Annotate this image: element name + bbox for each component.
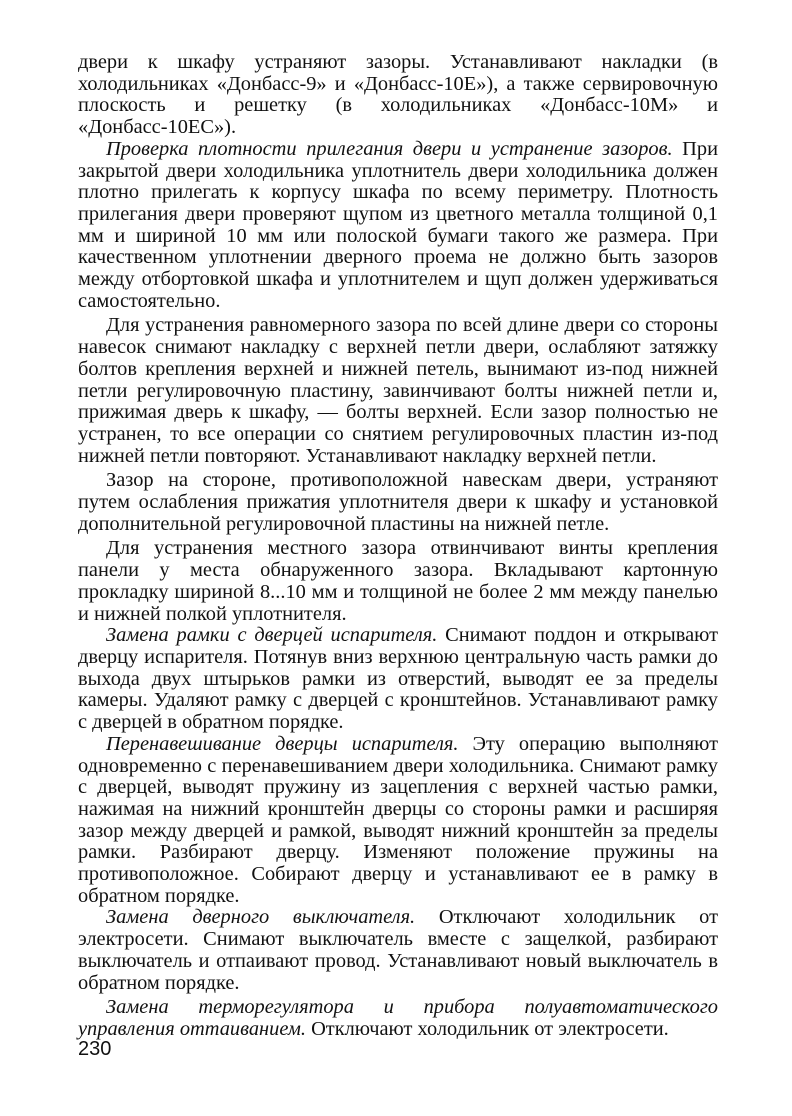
body-text: [78, 52, 718, 1041]
paragraph-text: Эту операцию выполняют одновременно с перенавешиванием двери холодильника. Снимают рамку с дверцей, выводят пружину из зацепления с верхней частью рамки, нажимая на нижний кронштейн дверцы со стороны рамки и расширяя зазор между дверцей и рамкой, выводят нижний кронштейн за пределы рамки. Разбирают дверцу. Изменяют положение пружины на противоположное. Собирают дверцу и устанавливают ее в рамку в обратном порядке.: [78, 732, 718, 907]
paragraph-heading: Перенавешивание дверцы испарителя.: [106, 732, 459, 755]
paragraph: [78, 470, 718, 535]
paragraph: [78, 315, 718, 467]
paragraph-text: Зазор на стороне, противоположной навескам двери, устраняют путем ослабления прижатия уплотнителя двери к шкафу и установкой дополнительной регулировочной пластины на нижней петле.: [78, 469, 718, 535]
paragraph-heading: Замена терморегулятора и прибора полуавтоматического управления оттаиванием.: [78, 996, 718, 1040]
page-number: 230: [78, 1038, 112, 1060]
paragraph: [78, 538, 718, 625]
paragraph-heading: Замена рамки с дверцей испарителя.: [106, 624, 438, 647]
paragraph: [78, 997, 718, 1040]
paragraph: [78, 139, 718, 313]
paragraph: [78, 734, 718, 908]
paragraph: [78, 52, 718, 139]
paragraph-heading: Замена дверного выключателя.: [106, 906, 416, 929]
paragraph-text: двери к шкафу устраняют зазоры. Устанавливают накладки (в холодильниках «Донбасс-9» и «Донбасс-10Е»), а также сервировочную плоскость и решетку (в холодильниках «Донбасс-10М» и «Донбасс-10ЕС»).: [78, 51, 718, 139]
paragraph-heading: Проверка плотности прилегания двери и устранение зазоров.: [106, 137, 673, 160]
paragraph-text: Отключают холодильник от электросети.: [305, 1017, 669, 1040]
paragraph-text: Отключают холодильник от электросети. Снимают выключатель вместе с защелкой, разбирают выключатель и отпаивают провод. Устанавливают новый выключатель в обратном порядке.: [78, 906, 718, 994]
paragraph-text: Снимают поддон и открывают дверцу испарителя. Потянув вниз верхнюю центральную часть рамки до выхода двух штырьков рамки из отверстий, выводят ее за пределы камеры. Удаляют рамку с дверцей с кронштейнов. Устанавливают рамку с дверцей в обратном порядке.: [78, 624, 718, 734]
paragraph: [78, 907, 718, 994]
paragraph-text: При закрытой двери холодильника уплотнитель двери холодильника должен плотно прилегать к корпусу шкафа по всему периметру. Плотность прилегания двери проверяют щупом из цветного металла толщиной 0,1 мм и шириной 10 мм или полоской бумаги такого же размера. При качественном уплотнении дверного проема не должно быть зазоров между отбортовкой шкафа и уплотнителем и щуп должен удерживаться самостоятельно.: [78, 137, 718, 312]
paragraph-text: Для устранения равномерного зазора по всей длине двери со стороны навесок снимают накладку с верхней петли двери, ослабляют затяжку болтов крепления верхней и нижней петель, вынимают из-под нижней петли регулировочную пластину, завинчивают болты нижней петли и, прижимая дверь к шкафу, — болты верхней. Если зазор полностью не устранен, то все операции со снятием регулировочных пластин из-под нижней петли повторяют. Устанавливают накладку верхней петли.: [78, 314, 718, 467]
paragraph: [78, 625, 718, 734]
paragraph-text: Для устранения местного зазора отвинчивают винты крепления панели у места обнаруженного зазора. Вкладывают картонную прокладку шириной 8...10 мм и толщиной не более 2 мм между панелью и нижней полкой уплотнителя.: [78, 537, 718, 625]
